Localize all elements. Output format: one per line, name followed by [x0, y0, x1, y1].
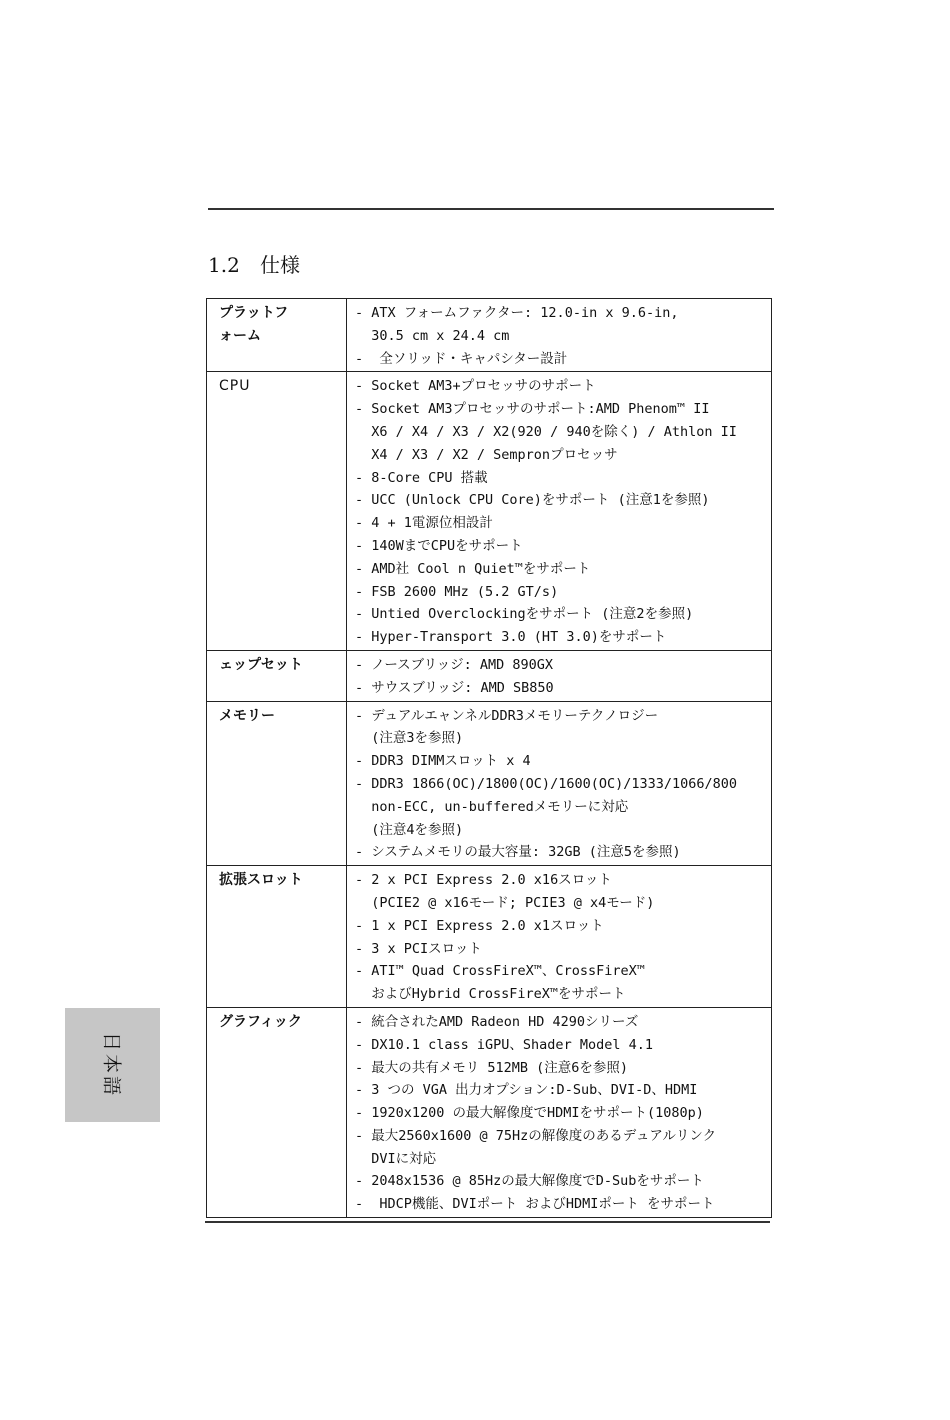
- bottom-rule: [205, 1221, 770, 1223]
- spec-line: - Socket AM3+プロセッサのサポート: [355, 378, 596, 395]
- spec-label: [207, 701, 347, 866]
- spec-line: - 統合されたAMD Radeon HD 4290シリーズ: [355, 1013, 639, 1030]
- top-rule: [208, 208, 774, 210]
- spec-line: - ATI™ Quad CrossFireX™、CrossFireX™: [355, 963, 645, 980]
- spec-label: [207, 866, 347, 1008]
- spec-line: - 1920x1200 の最大解像度でHDMIをサポート(1080p): [355, 1105, 704, 1122]
- spec-line: - Socket AM3プロセッサのサポート:AMD Phenom™ II: [355, 401, 710, 418]
- spec-label-line: グラフィック: [219, 1013, 302, 1030]
- spec-line: - サウスブリッジ: AMD SB850: [355, 679, 554, 696]
- spec-line: 30.5 cm x 24.4 cm: [355, 327, 510, 344]
- spec-label-line: 拡張スロット: [219, 872, 303, 889]
- spec-label: [207, 1007, 347, 1217]
- spec-label-line: プラットフ: [219, 305, 289, 321]
- spec-line: - 2 x PCI Express 2.0 x16スロット: [355, 872, 612, 889]
- spec-line: - 3 つの VGA 出力オプション:D-Sub、DVI-D、HDMI: [355, 1082, 698, 1099]
- spec-line: - DX10.1 class iGPU、Shader Model 4.1: [355, 1036, 653, 1053]
- spec-line: DVIに対応: [355, 1150, 437, 1167]
- spec-line: X4 / X3 / X2 / Sempronプロセッサ: [355, 446, 618, 463]
- section-title: 仕様: [260, 253, 300, 277]
- spec-line: - UCC (Unlock CPU Core)をサポート (注意1を参照): [355, 492, 710, 509]
- spec-line: (注意4を参照): [355, 821, 464, 838]
- spec-line: - FSB 2600 MHz (5.2 GT/s): [355, 583, 559, 600]
- language-tab: [65, 1008, 160, 1122]
- spec-line: (注意3を参照): [355, 730, 464, 747]
- spec-row: [207, 372, 772, 651]
- spec-row: [207, 650, 772, 701]
- spec-label: [207, 299, 347, 372]
- spec-label: [207, 372, 347, 651]
- section-heading: [208, 250, 300, 280]
- spec-line: - DDR3 1866(OC)/1800(OC)/1600(OC)/1333/1066/800: [355, 775, 738, 792]
- spec-label-line: メモリー: [219, 707, 275, 724]
- spec-row: [207, 701, 772, 866]
- spec-line: - 全ソリッド・キャパシター設計: [355, 350, 568, 367]
- spec-label-line: CPU: [219, 378, 251, 395]
- spec-line: - AMD社 Cool n Quiet™をサポート: [355, 560, 591, 577]
- spec-value: [347, 1007, 772, 1217]
- spec-line: - 最大の共有メモリ 512MB (注意6を参照): [355, 1059, 629, 1076]
- spec-line: - 2048x1536 @ 85Hzの最大解像度でD-Subをサポート: [355, 1173, 704, 1190]
- spec-line: - 4 + 1電源位相設計: [355, 515, 493, 532]
- spec-table: [206, 298, 772, 1218]
- spec-line: non-ECC, un-bufferedメモリーに対応: [355, 798, 629, 815]
- language-tab-label: 日本語: [100, 1031, 122, 1099]
- spec-row: [207, 866, 772, 1008]
- spec-value: [347, 701, 772, 866]
- spec-line: - 1 x PCI Express 2.0 x1スロット: [355, 917, 604, 934]
- spec-value: [347, 372, 772, 651]
- spec-line: - Untied Overclockingをサポート (注意2を参照): [355, 606, 694, 623]
- spec-line: およびHybrid CrossFireX™をサポート: [355, 986, 626, 1003]
- section-number: 1.2: [208, 253, 240, 277]
- spec-value: [347, 299, 772, 372]
- spec-line: - 8-Core CPU 搭載: [355, 469, 488, 486]
- spec-line: - ATX フォームファクター: 12.0-in x 9.6-in,: [355, 305, 679, 321]
- spec-label: [207, 650, 347, 701]
- spec-line: - 140WまでCPUをサポート: [355, 537, 523, 554]
- spec-line: - Hyper-Transport 3.0 (HT 3.0)をサポート: [355, 629, 667, 646]
- spec-line: - デュアルエャンネルDDR3メモリーテクノロジー: [355, 707, 659, 724]
- spec-value: [347, 866, 772, 1008]
- spec-row: [207, 1007, 772, 1217]
- spec-line: - 3 x PCIスロット: [355, 940, 482, 957]
- spec-line: - ノースブリッジ: AMD 890GX: [355, 656, 553, 673]
- spec-label-line: ォーム: [219, 328, 261, 344]
- spec-label-line: ェップセット: [219, 656, 303, 673]
- spec-line: (PCIE2 @ x16モード; PCIE3 @ x4モード): [355, 894, 655, 911]
- spec-line: - HDCP機能、DVIポート およびHDMIポート をサポート: [355, 1196, 715, 1213]
- spec-line: X6 / X4 / X3 / X2(920 / 940を除く) / Athlon II: [355, 423, 737, 440]
- spec-row: [207, 299, 772, 372]
- spec-line: - DDR3 DIMMスロット x 4: [355, 753, 531, 770]
- spec-value: [347, 650, 772, 701]
- spec-line: - 最大2560x1600 @ 75Hzの解像度のあるデュアルリンク: [355, 1127, 717, 1144]
- spec-line: - システムメモリの最大容量: 32GB (注意5を参照): [355, 844, 681, 861]
